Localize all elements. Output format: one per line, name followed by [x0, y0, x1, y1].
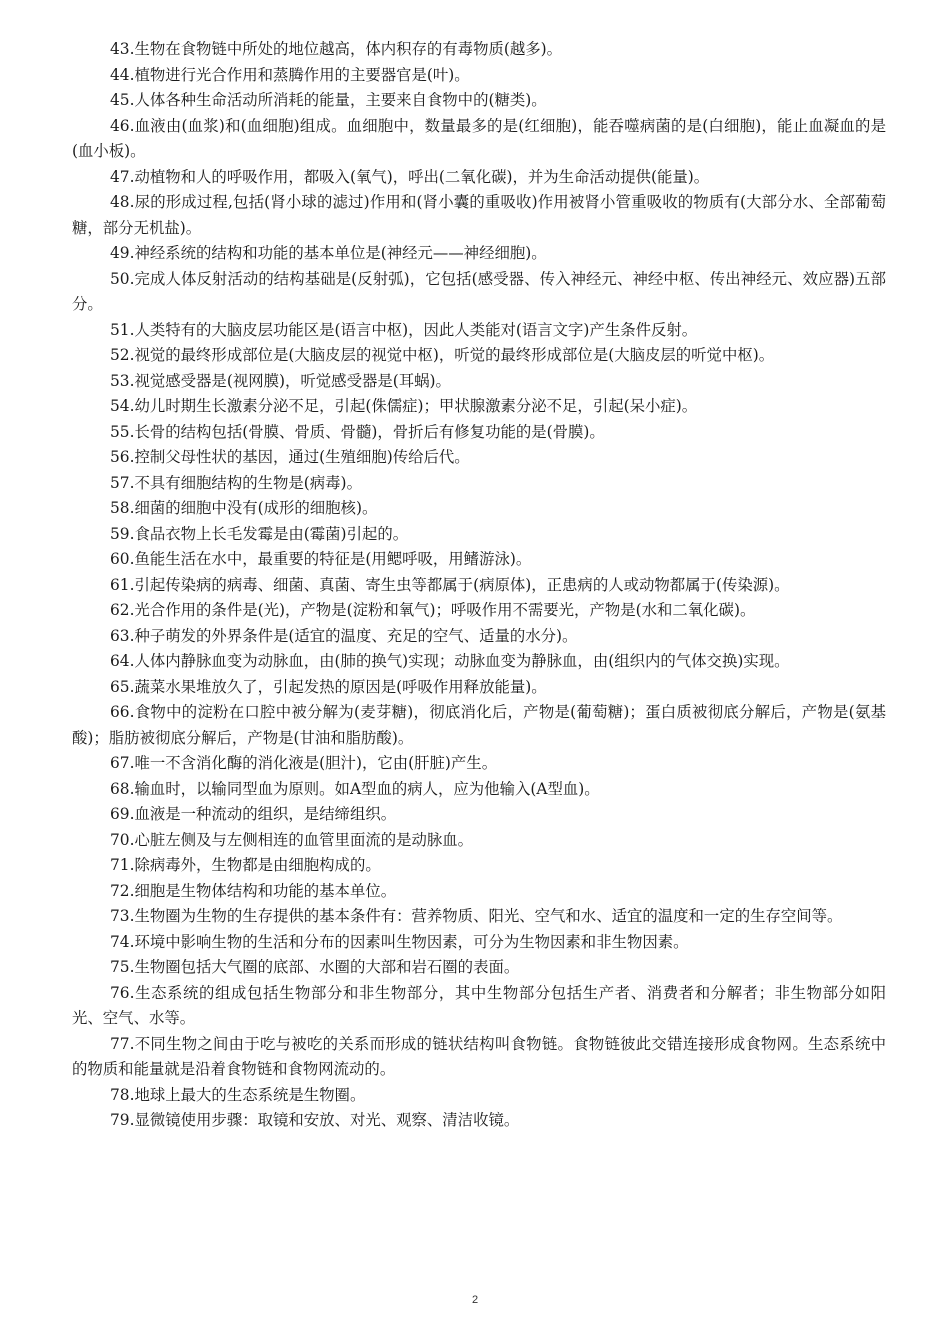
- list-item: 60.鱼能生活在水中，最重要的特征是(用鳃呼吸，用鳍游泳)。: [110, 550, 532, 568]
- list-item: 71.除病毒外，生物都是由细胞构成的。: [110, 856, 381, 874]
- list-item: 55.长骨的结构包括(骨膜、骨质、骨髓)，骨折后有修复功能的是(骨膜)。: [110, 422, 605, 441]
- list-item: 64.人体内静脉血变为动脉血，由(肺的换气)实现；动脉血变为静脉血，由(组织内的气体交换)实现。: [110, 652, 790, 670]
- list-item: 48.尿的形成过程,包括(肾小球的滤过)作用和(肾小囊的重吸收)作用被肾小管重吸收的物质有(大部分水、全部葡萄糖，部分无机盐)。: [72, 193, 886, 237]
- list-item: 67.唯一不含消化酶的消化液是(胆汁)，它由(肝脏)产生。: [110, 754, 498, 772]
- list-item: 69.血液是一种流动的组织，是结缔组织。: [110, 805, 397, 823]
- list-item: 51.人类特有的大脑皮层功能区是(语言中枢)，因此人类能对(语言文字)产生条件反射。: [110, 320, 698, 339]
- list-item: 68.输血时，以输同型血为原则。如A型血的病人，应为他输入(A型血)。: [110, 779, 600, 798]
- list-item: 66.食物中的淀粉在口腔中被分解为(麦芽糖)，彻底消化后，产物是(葡萄糖)；蛋白质被彻底分解后，产物是(氨基酸)；脂肪被彻底分解后，产物是(甘油和脂肪酸)。: [72, 703, 886, 747]
- list-item: 43.生物在食物链中所处的地位越高，体内积存的有毒物质(越多)。: [110, 40, 563, 58]
- list-item: 75.生物圈包括大气圈的底部、水圈的大部和岩石圈的表面。: [110, 958, 520, 976]
- list-item: 70.心脏左侧及与左侧相连的血管里面流的是动脉血。: [110, 830, 474, 849]
- list-item: 65.蔬菜水果堆放久了，引起发热的原因是(呼吸作用释放能量)。: [110, 677, 547, 696]
- list-item: 49.神经系统的结构和功能的基本单位是(神经元——神经细胞)。: [110, 244, 547, 262]
- list-item: 78.地球上最大的生态系统是生物圈。: [110, 1085, 366, 1104]
- list-item: 63.种子萌发的外界条件是(适宜的温度、充足的空气、适量的水分)。: [110, 626, 578, 645]
- list-item: 57.不具有细胞结构的生物是(病毒)。: [110, 473, 362, 492]
- question-list: [72, 37, 886, 1134]
- page-number: 2: [471, 1294, 479, 1306]
- list-item: 73.生物圈为生物的生存提供的基本条件有：营养物质、阳光、空气和水、适宜的温度和一定的生存空间等。: [110, 907, 843, 925]
- list-item: 72.细胞是生物体结构和功能的基本单位。: [110, 881, 397, 900]
- list-item: 74.环境中影响生物的生活和分布的因素叫生物因素，可分为生物因素和非生物因素。: [110, 932, 689, 951]
- list-item: 62.光合作用的条件是(光)，产物是(淀粉和氧气)；呼吸作用不需要光，产物是(水和二氧化碳)。: [110, 601, 756, 619]
- list-item: 56.控制父母性状的基因，通过(生殖细胞)传给后代。: [110, 448, 470, 466]
- list-item: 45.人体各种生命活动所消耗的能量，主要来自食物中的(糖类)。: [110, 91, 547, 109]
- list-item: 76.生态系统的组成包括生物部分和非生物部分，其中生物部分包括生产者、消费者和分解者；非生物部分如阳光、空气、水等。: [72, 983, 886, 1027]
- list-item: 59.食品衣物上长毛发霉是由(霉菌)引起的。: [110, 524, 409, 543]
- list-item: 44.植物进行光合作用和蒸腾作用的主要器官是(叶)。: [110, 65, 470, 84]
- list-item: 54.幼儿时期生长激素分泌不足，引起(侏儒症)；甲状腺激素分泌不足，引起(呆小症)。: [110, 397, 698, 415]
- list-item: 50.完成人体反射活动的结构基础是(反射弧)，它包括(感受器、传入神经元、神经中枢、传出神经元、效应器)五部分。: [72, 269, 886, 313]
- list-item: 61.引起传染病的病毒、细菌、真菌、寄生虫等都属于(病原体)，正患病的人或动物都属于(传染源)。: [110, 575, 790, 594]
- list-item: 77.不同生物之间由于吃与被吃的关系而形成的链状结构叫食物链。食物链彼此交错连接形成食物网。生态系统中的物质和能量就是沿着食物链和食物网流动的。: [72, 1034, 886, 1078]
- list-item: 52.视觉的最终形成部位是(大脑皮层的视觉中枢)，听觉的最终形成部位是(大脑皮层的听觉中枢)。: [110, 346, 775, 364]
- list-item: 46.血液由(血浆)和(血细胞)组成。血细胞中，数量最多的是(红细胞)，能吞噬病菌的是(白细胞)，能止血凝血的是(血小板)。: [72, 116, 886, 160]
- list-item: 53.视觉感受器是(视网膜)，听觉感受器是(耳蜗)。: [110, 371, 451, 390]
- list-item: 47.动植物和人的呼吸作用，都吸入(氧气)，呼出(二氧化碳)，并为生命活动提供(能量)。: [110, 167, 710, 186]
- list-item: 79.显微镜使用步骤：取镜和安放、对光、观察、清洁收镜。: [110, 1111, 520, 1129]
- list-item: 58.细菌的细胞中没有(成形的细胞核)。: [110, 499, 378, 517]
